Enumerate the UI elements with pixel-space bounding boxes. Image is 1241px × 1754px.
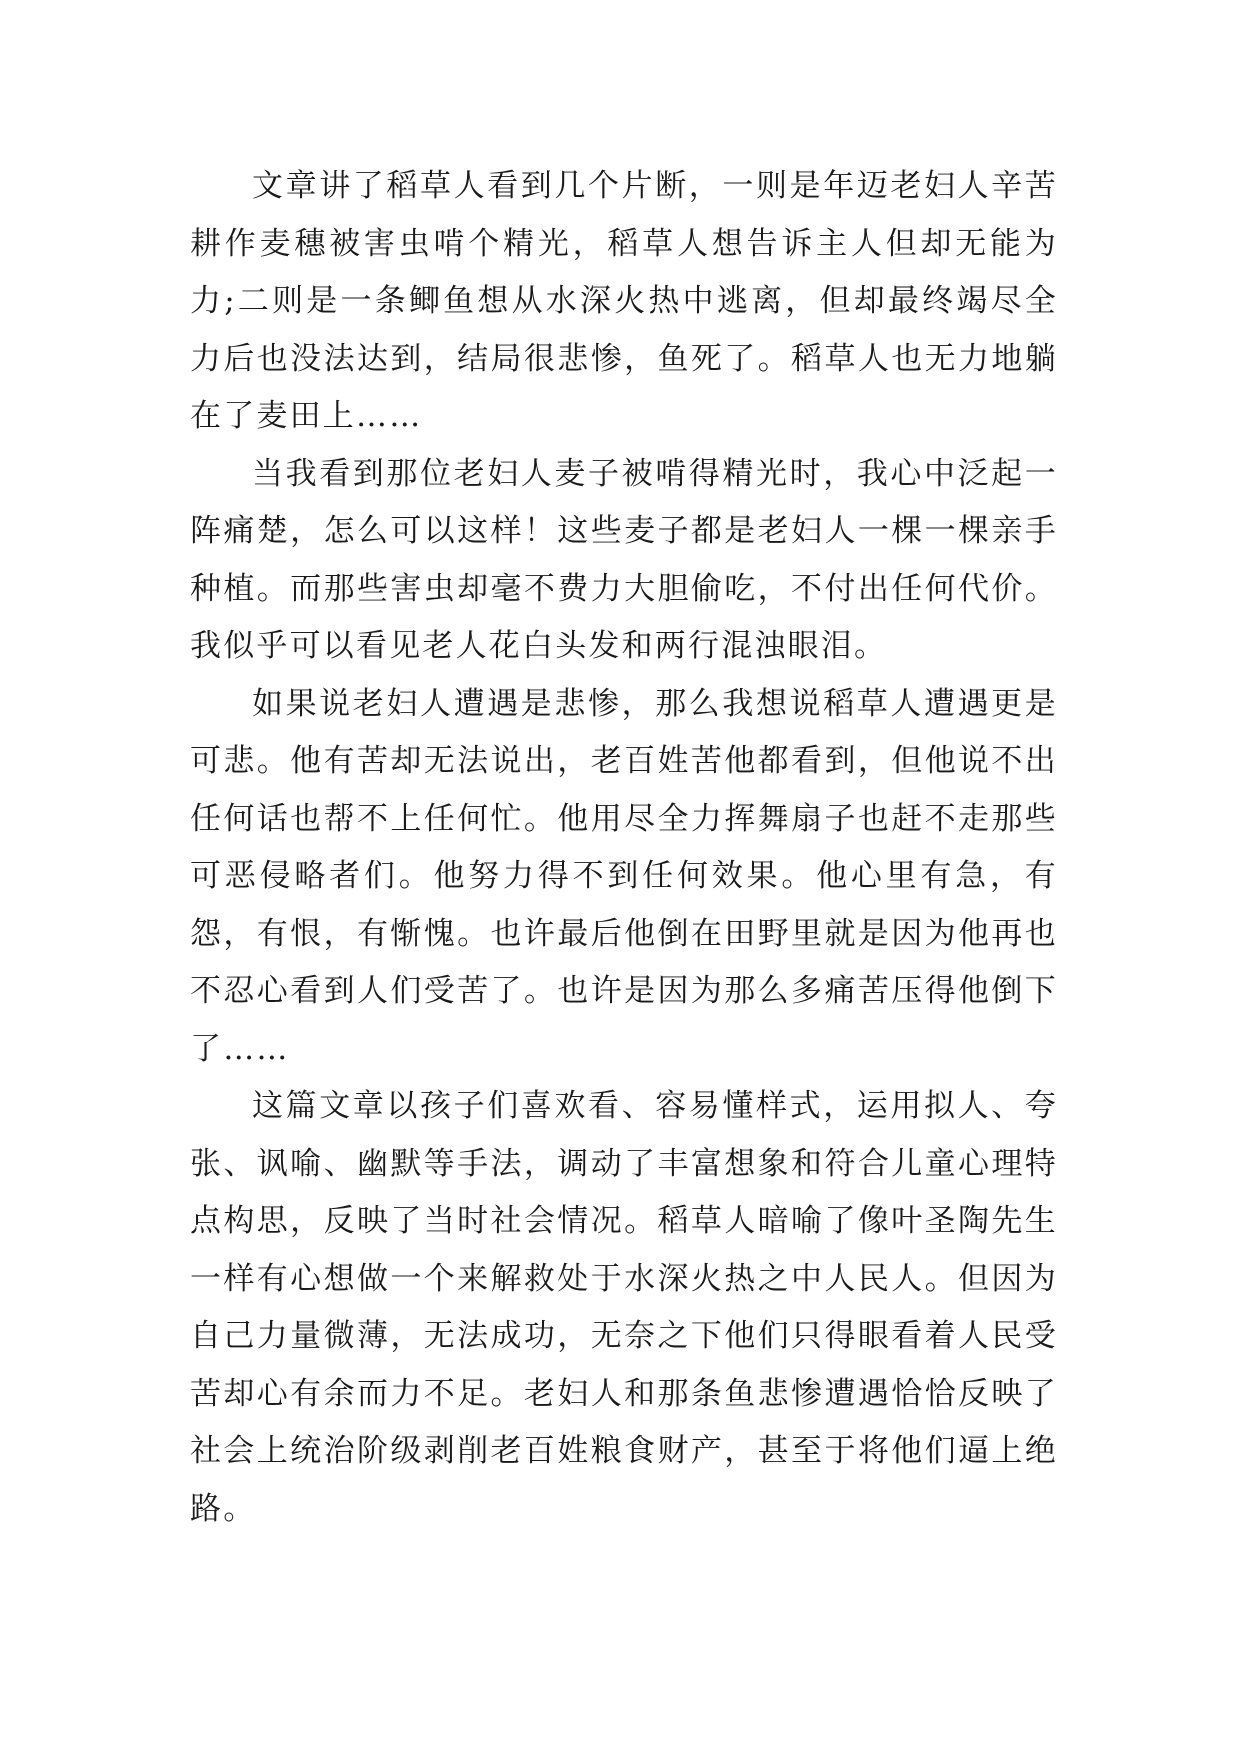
- paragraph-3: 如果说老妇人遭遇是悲惨，那么我想说稻草人遭遇更是可悲。他有苦却无法说出，老百姓苦他都看到，但他说不出任何话也帮不上任何忙。他用尽全力挥舞扇子也赶不走那些可恶侵略者们。他努力得不到任何效果。他心里有急，有怨，有恨，有惭愧。也许最后他倒在田野里就是因为他再也不忍心看到人们受苦了。也许是因为那么多痛苦压得他倒下了……: [190, 685, 1058, 1067]
- paragraph-1: 文章讲了稻草人看到几个片断，一则是年迈老妇人辛苦耕作麦穗被害虫啃个精光，稻草人想告诉主人但却无能为力;二则是一条鲫鱼想从水深火热中逃离，但却最终竭尽全力后也没法达到，结局很悲惨，鱼死了。稻草人也无力地躺在了麦田上……: [190, 168, 1058, 434]
- paragraph-2: 当我看到那位老妇人麦子被啃得精光时，我心中泛起一阵痛楚，怎么可以这样！这些麦子都是老妇人一棵一棵亲手种植。而那些害虫却毫不费力大胆偷吃，不付出任何代价。我似乎可以看见老人花白头发和两行混浊眼泪。: [190, 455, 1058, 664]
- paragraph-4: 这篇文章以孩子们喜欢看、容易懂样式，运用拟人、夸张、讽喻、幽默等手法，调动了丰富想象和符合儿童心理特点构思，反映了当时社会情况。稻草人暗喻了像叶圣陶先生一样有心想做一个来解救处于水深火热之中人民人。但因为自己力量微薄，无法成功，无奈之下他们只得眼看着人民受苦却心有余而力不足。老妇人和那条鱼悲惨遭遇恰恰反映了社会上统治阶级剥削老百姓粮食财产，甚至于将他们逼上绝路。: [190, 1088, 1058, 1527]
- document-body: [190, 158, 1058, 1538]
